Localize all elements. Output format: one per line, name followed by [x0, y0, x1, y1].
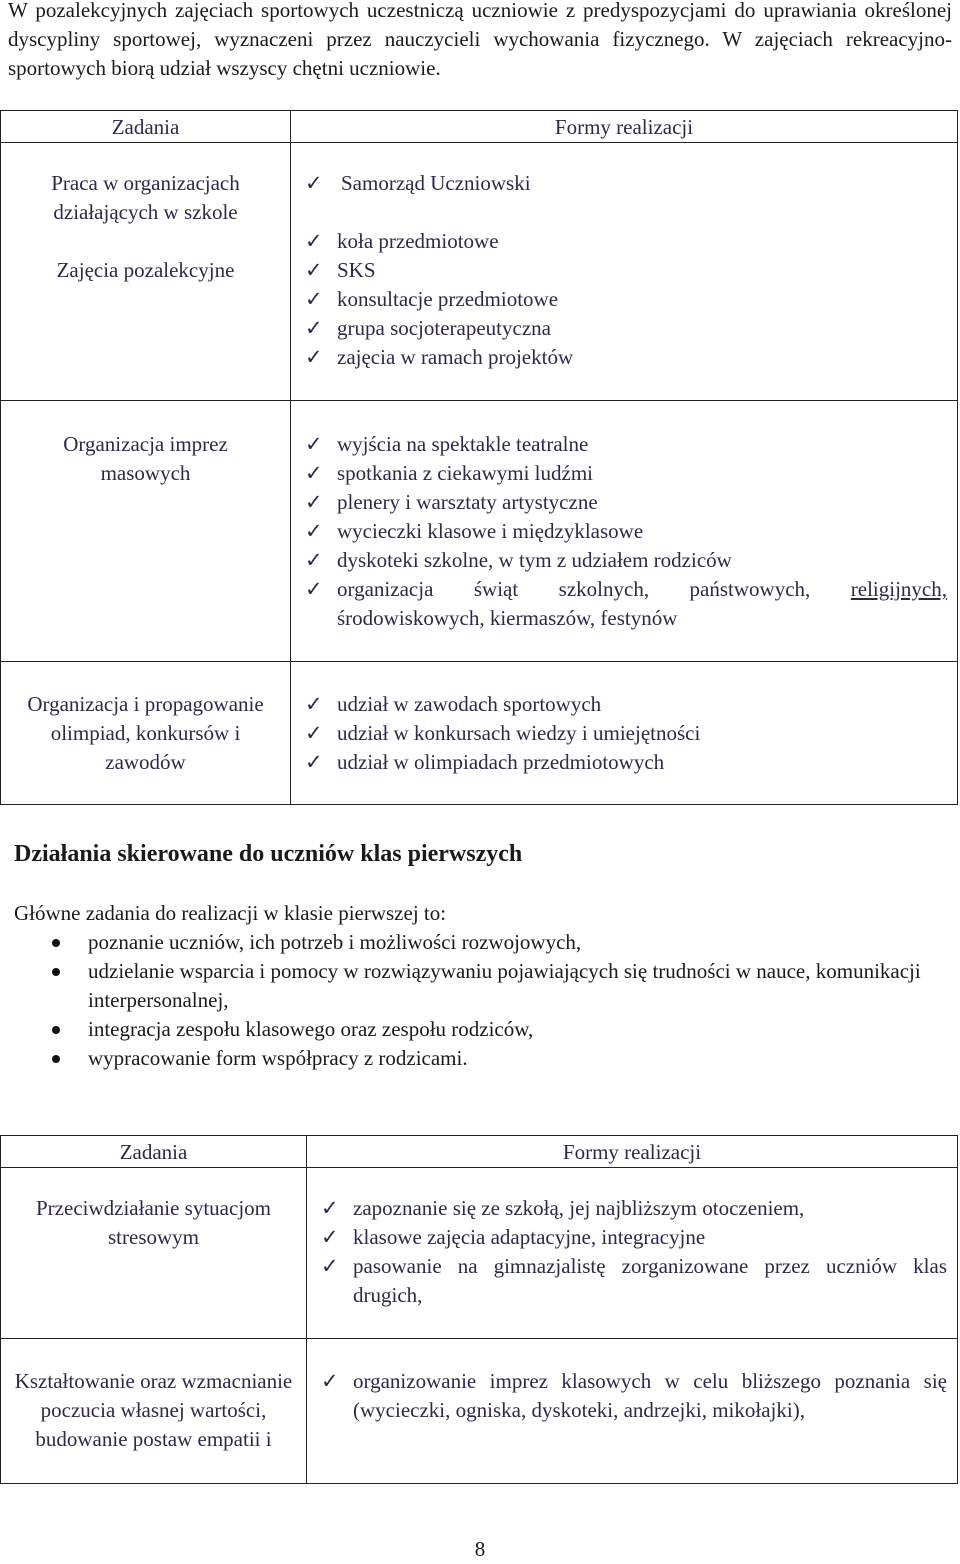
bullet-icon — [52, 968, 60, 976]
section-lead: Główne zadania do realizacji w klasie pierwszej to: — [14, 901, 447, 925]
check-icon: ✓ — [305, 490, 323, 514]
header-tasks: Zadania — [1, 1136, 307, 1168]
forms-cell — [291, 401, 958, 662]
check-icon: ✓ — [305, 287, 323, 311]
list-item — [291, 169, 947, 198]
task-cell — [1, 401, 291, 662]
task-cell — [1, 1339, 307, 1484]
list-item — [307, 1194, 947, 1223]
bullet-text: integracja zespołu klasowego oraz zespołu rodziców, — [88, 1017, 534, 1041]
task-label: Przeciwdziałanie sytuacjom stresowym — [36, 1196, 271, 1249]
check-icon: ✓ — [321, 1225, 339, 1249]
list-item — [291, 575, 947, 633]
task-cell — [1, 1168, 307, 1339]
form-label-underlined: religijnych, — [850, 577, 947, 601]
form-label: zajęcia w ramach projektów — [337, 345, 574, 369]
list-item — [307, 1367, 947, 1425]
section-heading: Działania skierowane do uczniów klas pierwszych — [14, 841, 523, 867]
list-item — [0, 1015, 952, 1044]
list-item — [307, 1223, 947, 1252]
list-item — [291, 256, 947, 285]
form-label: wyjścia na spektakle teatralne — [337, 432, 589, 456]
check-icon: ✓ — [321, 1196, 339, 1220]
forms-cell — [291, 662, 958, 805]
form-label: środowiskowych, kiermaszów, festynów — [337, 606, 678, 630]
task-label: Organizacja imprez masowych — [63, 432, 228, 485]
page-number: 8 — [474, 1537, 486, 1561]
form-label: wycieczki klasowe i międzyklasowe — [337, 519, 644, 543]
form-label: Samorząd Uczniowski — [341, 171, 531, 195]
tasks-bullet-list — [0, 928, 952, 1073]
list-item — [307, 1252, 947, 1310]
forms-list — [291, 690, 947, 777]
check-icon: ✓ — [305, 577, 323, 601]
forms-list — [291, 169, 947, 198]
list-item — [291, 748, 947, 777]
list-item — [291, 488, 947, 517]
activities-table — [0, 110, 958, 805]
check-icon: ✓ — [305, 721, 323, 745]
form-label: udział w olimpiadach przedmiotowych — [337, 750, 665, 774]
forms-list — [307, 1367, 947, 1425]
form-label: zapoznanie się ze szkołą, jej najbliższym otoczeniem, — [353, 1196, 805, 1220]
check-icon: ✓ — [305, 316, 323, 340]
bullet-text: poznanie uczniów, ich potrzeb i możliwości rozwojowych, — [88, 930, 582, 954]
task-label: Kształtowanie oraz wzmacnianie poczucia własnej wartości, budowanie postaw empatii i — [14, 1369, 293, 1451]
list-item — [291, 546, 947, 575]
list-item — [291, 314, 947, 343]
task-cell — [1, 143, 291, 401]
task-label: Praca w organizacjach działających w szkole — [51, 171, 240, 224]
form-label: konsultacje przedmiotowe — [337, 287, 559, 311]
list-item — [291, 227, 947, 256]
check-icon: ✓ — [305, 750, 323, 774]
forms-cell — [307, 1168, 958, 1339]
forms-cell — [291, 143, 958, 401]
bullet-icon — [52, 939, 60, 947]
form-label: spotkania z ciekawymi ludźmi — [337, 461, 594, 485]
list-item — [291, 430, 947, 459]
check-icon: ✓ — [321, 1254, 339, 1278]
check-icon: ✓ — [305, 258, 323, 282]
bullet-icon — [52, 1026, 60, 1034]
header-forms: Formy realizacji — [307, 1136, 958, 1168]
form-label: dyskoteki szkolne, w tym z udziałem rodziców — [337, 548, 732, 572]
task-cell — [1, 662, 291, 805]
intro-paragraph: W pozalekcyjnych zajęciach sportowych uczestniczą uczniowie z predyspozycjami do uprawiania określonej dyscypliny sportowej, wyznaczeni przez nauczycieli wychowania fizycznego. W zajęciach rekreacyjno-sportowych biorą udział wszyscy chętni uczniowie. — [8, 0, 952, 80]
check-icon: ✓ — [305, 461, 323, 485]
form-label: udział w konkursach wiedzy i umiejętności — [337, 721, 701, 745]
check-icon: ✓ — [321, 1369, 339, 1393]
list-item — [291, 517, 947, 546]
form-label: koła przedmiotowe — [337, 229, 499, 253]
first-grade-table — [0, 1135, 958, 1484]
list-item — [0, 928, 952, 957]
form-label: SKS — [337, 258, 376, 282]
list-item — [291, 690, 947, 719]
forms-list — [291, 227, 947, 372]
form-label: plenery i warsztaty artystyczne — [337, 490, 598, 514]
bullet-text: udzielanie wsparcia i pomocy w rozwiązywaniu pojawiających się trudności w nauce, komunikacji interpersonalnej, — [88, 959, 921, 1012]
task-label: Zajęcia pozalekcyjne — [56, 258, 235, 282]
task-label: Organizacja i propagowanie olimpiad, konkursów i zawodów — [27, 692, 264, 774]
bullet-text: wypracowanie form współpracy z rodzicami. — [88, 1046, 468, 1070]
check-icon: ✓ — [305, 432, 323, 456]
forms-list — [307, 1194, 947, 1310]
list-item — [291, 285, 947, 314]
list-item — [0, 1044, 952, 1073]
header-tasks: Zadania — [1, 111, 291, 143]
header-forms: Formy realizacji — [291, 111, 958, 143]
check-icon: ✓ — [305, 548, 323, 572]
check-icon: ✓ — [305, 229, 323, 253]
list-item — [0, 957, 952, 1015]
form-label: klasowe zajęcia adaptacyjne, integracyjne — [353, 1225, 706, 1249]
form-label: organizacja świąt szkolnych, państwowych, — [337, 577, 851, 601]
list-item — [291, 719, 947, 748]
check-icon: ✓ — [305, 345, 323, 369]
form-label: organizowanie imprez klasowych w celu bliższego poznania się (wycieczki, ogniska, dyskoteki, andrzejki, mikołajki), — [353, 1369, 947, 1422]
form-label: grupa socjoterapeutyczna — [337, 316, 551, 340]
check-icon: ✓ — [305, 171, 323, 195]
check-icon: ✓ — [305, 519, 323, 543]
form-label: udział w zawodach sportowych — [337, 692, 602, 716]
forms-cell — [307, 1339, 958, 1484]
forms-list — [291, 430, 947, 633]
bullet-icon — [52, 1055, 60, 1063]
list-item — [291, 459, 947, 488]
form-label: pasowanie na gimnazjalistę zorganizowane przez uczniów klas drugich, — [353, 1254, 947, 1307]
list-item — [291, 343, 947, 372]
check-icon: ✓ — [305, 692, 323, 716]
